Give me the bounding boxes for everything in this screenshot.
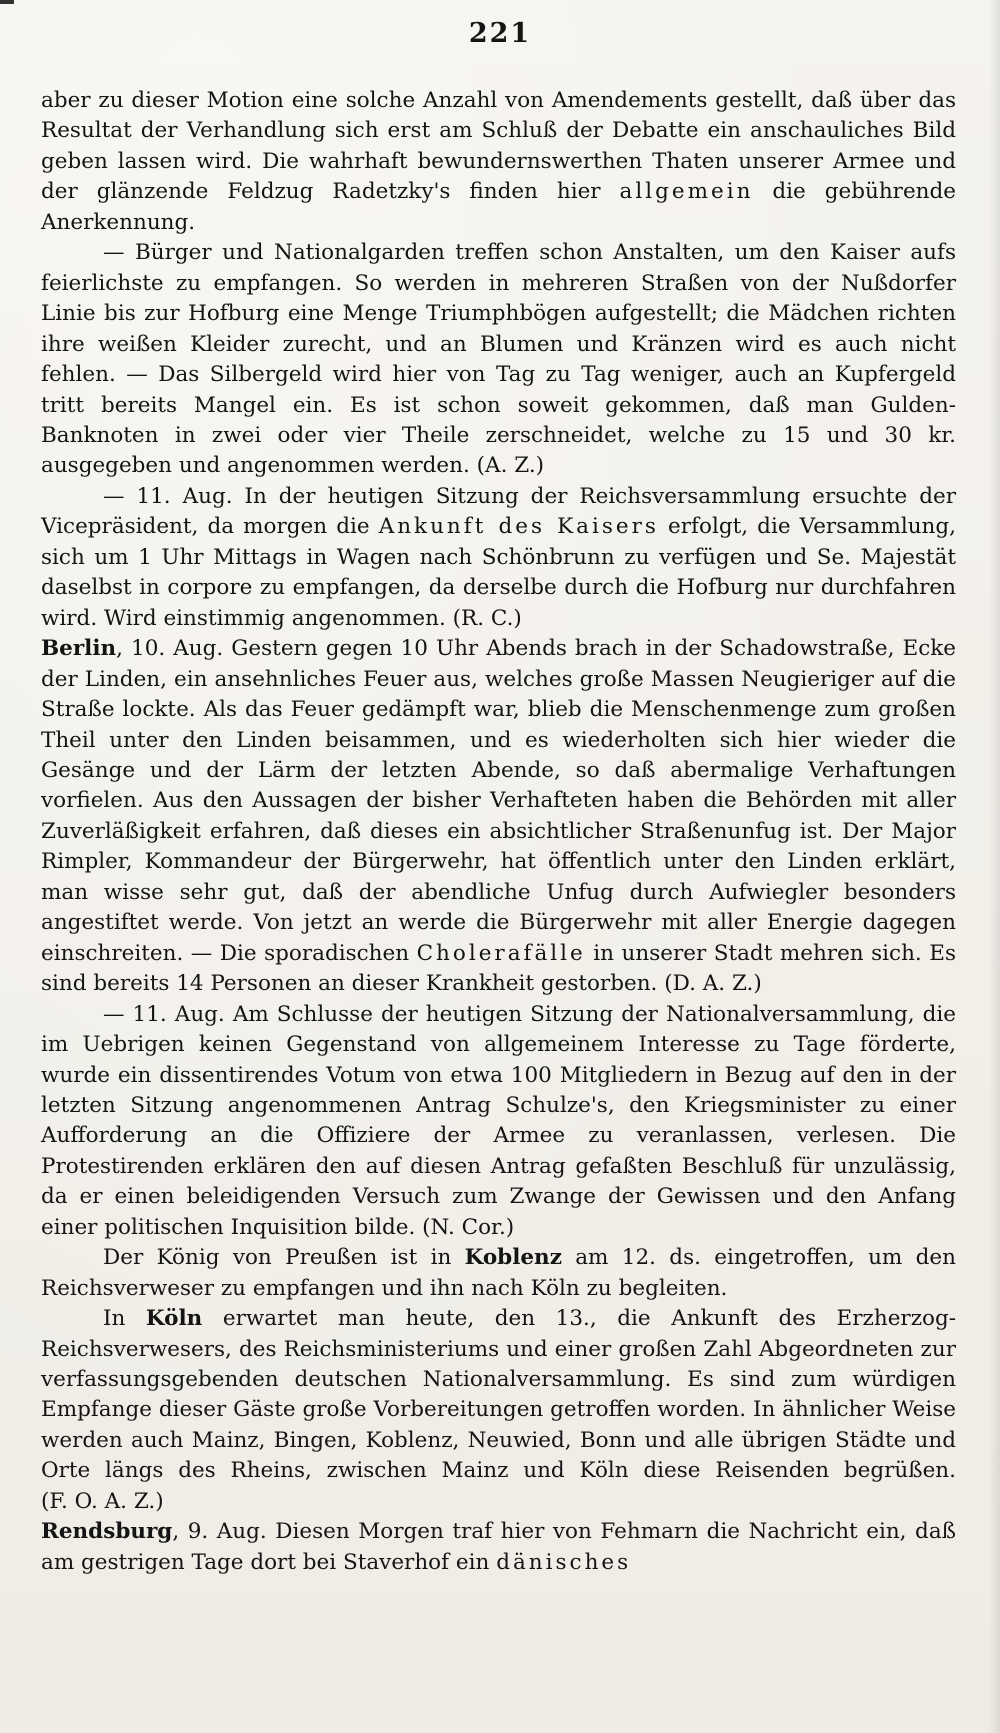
source-citation: (F. O. A. Z.) (41, 1488, 164, 1514)
source-citation: (D. A. Z.) (664, 971, 762, 997)
article-paragraph (41, 86, 956, 238)
paragraph-text: Der König von Preußen ist in (103, 1245, 465, 1271)
source-citation: (A. Z.) (476, 453, 545, 479)
article-paragraph (41, 1243, 956, 1304)
article-paragraph (41, 482, 956, 634)
emphasized-text: Ankunft des Kaisers (378, 514, 659, 540)
page-number: 221 (468, 18, 532, 49)
dateline-place: Berlin (41, 636, 117, 662)
article-paragraph (41, 634, 956, 999)
source-citation: (R. C.) (452, 605, 522, 631)
dateline-place: Koblenz (464, 1245, 562, 1271)
page-shadow (988, 0, 1000, 1733)
emphasized-text: allgemein (619, 179, 754, 205)
source-citation: (N. Cor.) (422, 1214, 515, 1240)
dateline-place: Köln (145, 1306, 203, 1332)
article-paragraph (41, 238, 956, 482)
scan-edge-mark (0, 0, 1000, 4)
paragraph-text: , 9. Aug. Diesen Morgen traf hier von Fehmarn die Nachricht ein, daß am gestrigen Tage dort bei Staverhof ein (41, 1519, 956, 1575)
paragraph-text: erwartet man heute, den 13., die Ankunft des Erzherzog-Reichsverwesers, des Reichsministeriums und einer großen Zahl Abgeordneten zur verfassungsgebenden deutschen Nationalversammlung. Es sind zum würdigen Empfange dieser Gäste große Vorbereitungen getroffen worden. In ähnlicher Weise werden auch Mainz, Bingen, Koblenz, Neuwied, Bonn und alle übrigen Städte und Orte längs des Rheins, zwischen Mainz und Köln diese Reisenden begrüßen. (41, 1306, 956, 1484)
paragraph-text: die gebührende Anerkennung. (41, 179, 957, 235)
paragraph-text: am 12. ds. eingetroffen, um den Reichsverweser zu empfangen und ihn nach Köln zu begleiten. (41, 1245, 956, 1301)
paragraph-text: , 10. Aug. Gestern gegen 10 Uhr Abends brach in der Schadowstraße, Ecke der Linden, ein ansehnliches Feuer aus, welches große Massen Neugieriger auf die Straße lockte. Als das Feuer gedämpft war, blieb die Menschenmenge zum großen Theil unter den Linden beisammen, und es wiederholten sich hier wieder die Gesänge und der Lärm der letzten Abende, so daß abermalige Verhaftungen vorfielen. Aus den Aussagen der bisher Verhafteten haben die Behörden mit aller Zuverläßigkeit erfahren, daß dieses ein absichtlicher Straßenunfug ist. Der Major Rimpler, Kommandeur der Bürgerwehr, hat öffentlich unter den Linden erklärt, man wisse sehr gut, daß der abendliche Unfug durch Aufwiegler besonders angestiftet werde. Von jetzt an werde die Bürgerwehr mit aller Energie dagegen einschreiten. — Die sporadischen (41, 636, 956, 966)
article-paragraph (41, 1000, 956, 1244)
paragraph-text: in unserer Stadt mehren sich. Es sind bereits 14 Personen an dieser Krankheit gestorben. (41, 940, 956, 997)
paragraph-text: In (103, 1306, 146, 1332)
paragraph-text: erfolgt, die Versammlung, sich um 1 Uhr Mittags in Wagen nach Schönbrunn zu verfügen und Se. Majestät daselbst in corpore zu empfangen, da derselbe durch die Hofburg nur durchfahren wird. Wird einstimmig angenommen. (41, 514, 956, 631)
paragraph-text: — Bürger und Nationalgarden treffen schon Anstalten, um den Kaiser aufs feierlichste zu empfangen. So werden in mehreren Straßen von der Nußdorfer Linie bis zur Hofburg eine Menge Triumphbögen aufgestellt; die Mädchen richten ihre weißen Kleider zurecht, und an Blumen und Kränzen wird es auch nicht fehlen. — Das Silbergeld wird hier von Tag zu Tag weniger, auch an Kupfergeld tritt bereits Mangel ein. Es ist schon soweit gekommen, daß man Gulden-Banknoten in zwei oder vier Theile zerschneidet, welche zu 15 und 30 kr. ausgegeben und angenommen werden. (41, 240, 956, 479)
emphasized-text: dänisches (496, 1549, 632, 1575)
article-paragraph (41, 1517, 956, 1578)
article-paragraph (41, 1304, 956, 1517)
emphasized-text: Cholerafälle (416, 940, 586, 966)
paragraph-text: — 11. Aug. In der heutigen Sitzung der Reichsversammlung ersuchte der Vicepräsident, da morgen die (41, 483, 956, 540)
paragraph-text: aber zu dieser Motion eine solche Anzahl von Amendements gestellt, daß über das Resultat der Verhandlung sich erst am Schluß der Debatte ein anschauliches Bild geben lassen wird. Die wahrhaft bewundernswerthen Thaten unserer Armee und der glänzende Feldzug Radetzky's finden hier (41, 88, 956, 205)
paragraph-text: — 11. Aug. Am Schlusse der heutigen Sitzung der Nationalversammlung, die im Uebrigen keinen Gegenstand von allgemeinem Interesse zu Tage förderte, wurde ein dissentirendes Votum von etwa 100 Mitgliedern in Bezug auf den in der letzten Sitzung angenommenen Antrag Schulze's, den Kriegsminister zu einer Aufforderung an die Offiziere der Armee zu veranlassen, verlesen. Die Protestirenden erklären den auf diesen Antrag gefaßten Beschluß für unzulässig, da er einen beleidigenden Versuch zum Zwange der Gewissen und den Anfang einer politischen Inquisition bilde. (41, 1001, 956, 1240)
text-column (41, 86, 956, 1578)
dateline-place: Rendsburg (41, 1519, 173, 1545)
